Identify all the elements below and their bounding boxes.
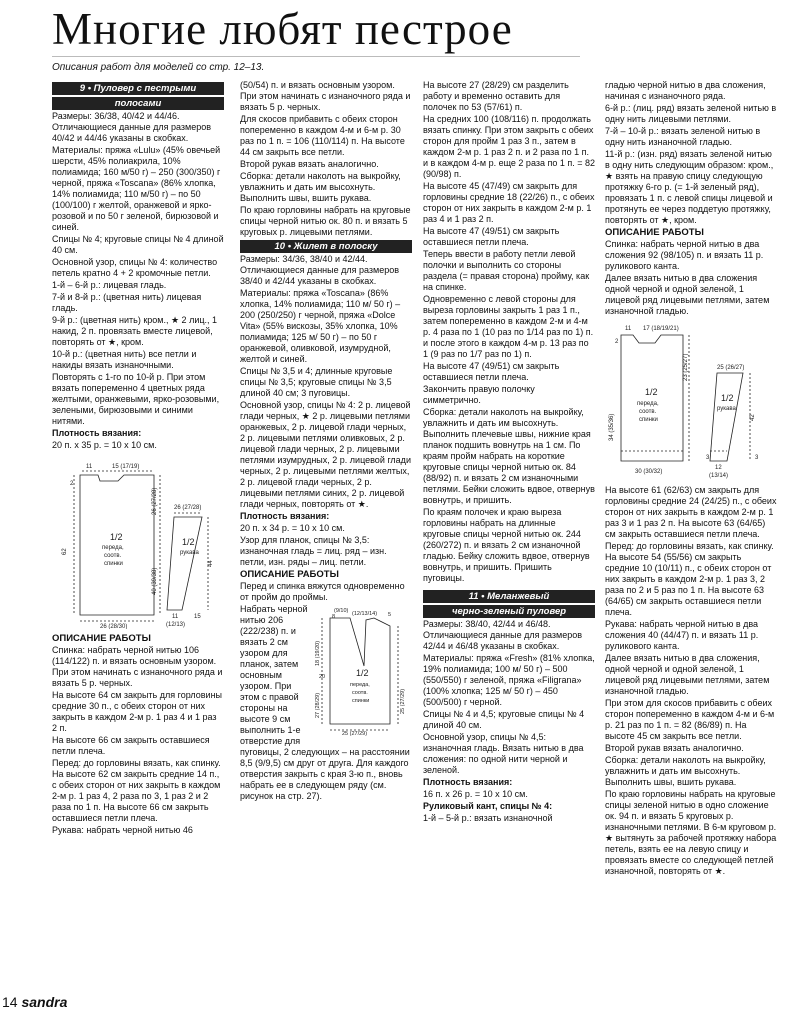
piece-label: 1/2 (110, 532, 123, 542)
piece-label: спинки (352, 698, 370, 704)
section-10-header: 10 • Жилет в полоску (240, 240, 412, 253)
sleeves-text: Второй рукав вязать аналогично. (240, 159, 379, 169)
dim-label: 15 (194, 614, 201, 620)
page-subtitle: Описания работ для моделей со стр. 12–13. (52, 62, 265, 73)
piece-label: рукава (180, 550, 199, 556)
dim-label: 40 (39/38) (152, 567, 158, 595)
dim-label: 27 (28/29) (315, 692, 321, 718)
band-pattern-text: Узор для планок, спицы № 3,5: изнаночная гладь = лиц. ряд – изн. петли, изн. ряды – лиц. петли. (240, 535, 387, 567)
row-text: 6-й р.: (лиц. ряд) вязать зеленой нитью в одну нить лицевыми петлями. (605, 103, 777, 124)
page-number: 14 (2, 994, 18, 1010)
pattern-text: Основной узор, спицы № 4: количество петель кратно 4 + 2 кромочные петли. (52, 257, 218, 278)
piece-label: соотв. (104, 553, 122, 559)
needles-text: Спицы № 3,5 и 4; длинные круговые спицы № 3,5; круговые спицы № 3,5 длиной 40 см; 3 пуговицы. (240, 366, 393, 398)
materials-text: Материалы: пряжа «Toscana» (86% хлопка, 14% полиамида; 110 м/ 50 г) – 200 (250/250) г черной, пряжа «Dolce Vita» (55% вискозы, 35% хлопка, 10% полиамида; 125 м/ 50 г) – по 50 г оранжевой, оливковой, изумрудной, желтой и синей. (240, 288, 401, 364)
dim-label: 12 (715, 465, 722, 471)
body-text: На высоте 27 (28/29) см разделить работу и временно оставить для полочек по 53 (57/61) п. (423, 80, 569, 112)
dim-label: (13/14) (709, 473, 729, 479)
section-11-header-line1: 11 • Меланжевый (423, 590, 595, 603)
dim-label: 30 (30/32) (635, 469, 663, 475)
back-text: Далее вязать нитью в два сложения одной черной и одной зеленой, 1 лицевой ряд лицевыми петлями, затем изнаночной гладью. (605, 273, 770, 316)
dim-label: 42 (750, 414, 756, 421)
neckline-text: По краю горловины набрать на круговые спицы зеленой нитью в одно сложение ок. 94 п. и вязать 5 круговых р. изнаночными петлями. В 6-м круговом р. ★ вытянуть за рабочей протяжку набора петель, взять ее на левую спицу и провязать вместе со следующей петлей изнаночной, повторять от ★. (605, 789, 777, 876)
front-text: Перед: до горловины вязать, как спинку. На высоте 62 см закрыть средние 14 п., с обеих сторон от них закрыть в каждом 2-м р. 1 раз 4, 2 раза по 3, 1 раз 2 и 2 раза по 1 п. На высоте 66 см закрыть оставшиеся петли плеча. (52, 758, 221, 823)
left-front-text: Теперь ввести в работу петли левой полочки и выполнить со стороны разделa (= правая сторона) пройму, как на спинке. (423, 249, 590, 292)
sleeve-outline (167, 517, 202, 610)
neckline-text: По краю горловины набрать на круговые спицы черной нитью ок. 80 п. и вязать 5 круговых р. лицевыми петлями. (240, 205, 411, 237)
gauge-value: 20 п. x 35 р. = 10 x 10 см. (52, 440, 157, 450)
piece-label: 1/2 (645, 387, 658, 397)
piece-label: спинки (639, 417, 658, 423)
sleeve-outline (710, 373, 743, 461)
dim-label: 18 (19/20) (315, 640, 321, 666)
dim-label: 15 (17/19) (112, 464, 140, 470)
gauge-label: Плотность вязания: (52, 428, 142, 438)
row-text: 1-й – 6-й р.: лицевая гладь. (52, 280, 167, 290)
piece-label: соотв. (352, 690, 368, 696)
back-front-outline (621, 335, 683, 461)
piece-label: 1/2 (182, 537, 195, 547)
pattern-diagram-10 (312, 606, 412, 736)
left-front-text: Одновременно с левой стороны для выреза горловины закрыть 1 раз 1 п., затем попеременно в каждом 2-м и 4-м р. 4 раза по 1 (10 раз по 1/14 раз по 1) п. и после этого в каждом 4-м р. 13 раз по 1 (9 раз по 1/7 раз по 1) п. (423, 294, 594, 359)
front-text: Перед: до горловины вязать, как спинку. На высоте 54 (55/56) см закрыть средние 10 (10/11) п., с обеих сторон от них закрыть в каждом 2-м р. 1 раз 3, 2 раза по 2 и 5 раз по 1 п. На высоте 63 (64/65) см закрыть оставшиеся петли плеча. (605, 541, 774, 617)
dim-label: 25 (27/29) (400, 688, 406, 714)
dim-label: 44 (208, 560, 214, 567)
pattern-text: Основной узор, спицы № 4,5: изнаночная гладь. Вязать нитью в два сложения: по одной нити черной и зеленой. (423, 732, 584, 775)
dim-label: 17 (18/19/21) (643, 326, 679, 332)
description-heading: ОПИСАНИЕ РАБОТЫ (52, 633, 151, 644)
left-front-text: На высоте 47 (49/51) см закрыть оставшиеся петли плеча. (423, 361, 560, 382)
sizes-text: Размеры: 38/40, 42/44 и 46/48. Отличающиеся данные для размеров 42/44 и 46/48 указаны в скобках. (423, 619, 583, 651)
dim-label: 20 (319, 674, 326, 680)
assembly-text: По краям полочек и краю выреза горловины набрать на длинные круговые спицы черной нитью ок. 244 (260/272) п. и вязать 2 см изнаночной гладью. Бейку сложить вдвое, отвернув вовнутрь, и пришить. Пришить пуговицы. (423, 507, 590, 583)
dim-label: 11 (172, 614, 179, 620)
piece-label: переда, (102, 545, 124, 551)
piece-label: рукава (717, 406, 736, 412)
needles-text: Спицы № 4; круговые спицы № 4 длиной 40 см. (52, 234, 224, 255)
back-text: Спинка: набрать черной нитью в два сложения 92 (98/105) п. и вязать 11 р. руликового канта. (605, 239, 764, 271)
sleeves-text: Для скосов прибавить с обеих сторон попеременно в каждом 4-м и 6-м р. 30 раз по 1 п. = 106 (110/114) п. На высоте 44 см закрыть все петли. (240, 114, 405, 157)
dim-label: 11 (86, 464, 93, 470)
magazine-brand: sandra (21, 994, 68, 1010)
piece-label: 1/2 (356, 668, 369, 678)
dim-label: 3 (755, 455, 759, 461)
dim-label: 23 (25/27) (683, 353, 689, 381)
sizes-text: Размеры: 36/38, 40/42 и 44/46. Отличающиеся данные для размеров 40/42 и 44/46 указаны в скобках. (52, 111, 212, 143)
back-text: На высоте 64 см закрыть для горловины средние 30 п., с обеих сторон от них закрыть в каждом 2-м р. 1 раз 4 и 1 раз 2 п. (52, 690, 223, 733)
dim-label: 5 (388, 612, 392, 618)
dim-label: 25 (27/29) (342, 731, 368, 736)
title-rule (52, 56, 580, 57)
section-11-header-line2: черно-зеленый пуловер (423, 605, 595, 618)
piece-label: 1/2 (721, 393, 734, 403)
sleeves-text: Рукава: набрать черной нитью в два сложения 40 (44/47) п. и вязать 11 р. руликового канта. (605, 619, 759, 651)
gauge-label: Плотность вязания: (240, 511, 330, 521)
dim-label: 3 (706, 455, 710, 461)
piece-label: соотв. (639, 409, 657, 415)
sleeves-text: Второй рукав вязать аналогично. (605, 743, 744, 753)
back-text: Спинка: набрать черной нитью 106 (114/122) п. и вязать основным узором. При этом начинать с изнаночного ряда и вязать 5 р. черных. (52, 645, 223, 688)
back-text: На высоте 47 (49/51) см закрыть оставшиеся петли плеча. (423, 226, 560, 247)
pattern-text: Основной узор, спицы № 4: 2 р. лицевой глади черных, ★ 2 р. лицевыми петлями оранжевых, 2 р. лицевой глади черных, 2 р. лицевыми петлями оливковых, 2 р. лицевой глади черных, 2 р. лицевыми петлями изумрудных, 2 р. лицевой глади черных, 2 р. лицевыми петлями желтых, 2 р. лицевой глади черных, 2 р. лицевыми петлями синих, 2 р. лицевой глади черных, повторять от ★. (240, 400, 411, 509)
repeat-text: Повторять с 1-го по 10-й р. При этом вязать попеременно 4 цветных ряда желтыми, оранжевыми, ярко-розовыми, зелеными, бирюзовыми и синими нитями. (52, 372, 220, 426)
row-text: 7-й – 10-й р.: вязать зеленой нитью в одну нить изнаночной гладью. (605, 126, 761, 147)
dim-label: 11 (625, 326, 632, 332)
row-text: 7-й и 8-й р.: (цветная нить) лицевая гладь. (52, 292, 202, 313)
piece-label: спинки (104, 561, 123, 567)
sizes-text: Размеры: 34/36, 38/40 и 42/44. Отличающиеся данные для размеров 38/40 и 42/44 указаны в скобках. (240, 254, 400, 286)
page-title: Многие любят пестрое (52, 4, 513, 54)
sleeves-text: Рукава: набрать черной нитью 46 (52, 825, 193, 835)
back-text: На средних 100 (108/116) п. продолжать вязать спинку. При этом закрыть с обеих сторон для пройм 1 раз 3 п., затем в каждом 2-м р. 1 раз 2 п. и 2 раза по 1 п. и в каждом 4-м р. еще 2 раза по 1 п. = 82 (90/98) п. (423, 114, 595, 179)
dim-label: 26 (27/28) (152, 487, 158, 515)
gauge-value: 20 п. x 34 р. = 10 x 10 см. (240, 523, 345, 533)
column-2 (240, 80, 412, 992)
gauge-value: 16 п. x 26 р. = 10 x 10 см. (423, 789, 528, 799)
column-4 (605, 80, 777, 992)
dim-label: 2 (70, 481, 74, 487)
intro-text: Перед и спинка вяжутся одновременно от пройм до проймы. (240, 581, 405, 602)
right-front-text: Закончить правую полочку симметрично. (423, 384, 535, 405)
dim-label: 34 (35/36) (609, 413, 615, 441)
assembly-text: Сборка: детали наколоть на выкройку, увлажнить и дать им высохнуть. Выполнить плечевые швы, нижние края планок подшить вовнутрь на 1 см. По краям пройм набрать на короткие круговые спицы черной нитью ок. 84 (88/92) п. и вязать 2 см изнаночными петлями. Бейки сложить вдвое, отвернув вовнутрь, и пришить. (423, 407, 595, 505)
dim-label: 25 (26/27) (717, 365, 745, 371)
row-text: 1-й – 5-й р.: вязать изнаночной (423, 813, 553, 823)
assembly-text: Сборка: детали наколоть на выкройку, увлажнить и дать им высохнуть. Выполнить швы, вшить рукава. (240, 171, 401, 203)
sleeves-text: (50/54) п. и вязать основным узором. При этом начинать с изнаночного ряда и вязать 5 р. черных. (240, 80, 411, 112)
section-9-header-line1: 9 • Пуловер с пестрыми (52, 82, 224, 95)
materials-text: Материалы: пряжа «Fresh» (81% хлопка, 19% полиамида; 100 м/ 50 г) – 500 (550/550) г зеленой, пряжа «Filigrana» (100% хлопка; 125 м/ 50 г) – 450 (500/500) г черной. (423, 653, 595, 707)
dim-label: 8 (332, 614, 336, 620)
back-text: На высоте 61 (62/63) см закрыть для горловины средние 24 (24/25) п., с обеих сторон от них закрыть в каждом 2-м р. 1 раз 3 и 1 раз 2 п. На высоте 63 (64/65) см закрыть оставшиеся петли плеча. (605, 485, 777, 539)
back-text: На высоте 66 см закрыть оставшиеся петли плеча. (52, 735, 210, 756)
dim-label: 2 (615, 339, 619, 345)
pattern-diagram-9 (52, 455, 224, 629)
column-1 (52, 80, 224, 992)
dim-label: (12/13) (166, 622, 186, 628)
dim-label: 26 (27/28) (174, 505, 202, 511)
column-3 (423, 80, 595, 992)
piece-label: переда, (350, 682, 370, 688)
sleeves-text: При этом для скосов прибавить с обеих сторон попеременно в каждом 4-м и 6-м р. 21 раз по 1 п. = 82 (86/89) п. На высоте 45 см закрыть все петли. (605, 698, 775, 741)
dim-label: 62 (62, 548, 68, 555)
row-text: 11-й р.: (изн. ряд) вязать зеленой нитью в одну нить следующим образом: кром., ★ взять на правую спицу следующую протяжку 6-го р. (= 1-й зеленый ряд), провязать 1 п. с левой спицы лицевой и протянуть ее через поддетую протяжку, повторять от ★, кром. (605, 149, 774, 225)
sleeves-text: Далее вязать нитью в два сложения, одной черной и одной зеленой, 1 лицевой ряд лицевыми петлями, затем изнаночной гладью. (605, 653, 770, 696)
pattern-diagram-11 (605, 321, 777, 481)
front-back-text: Набрать черной нитью 206 (222/238) п. и вязать 2 см узором для планок, затем основным узором. При этом с правой стороны на высоте 9 см выполнить 1-е отверстие для пуговицы, 2 следующих – на расстоянии 8,5 (9/9,5) см друг от друга. Для каждого отверстия закрыть с края 3-ю п., вновь набрать ее в следующем ряду (см. рисунок на стр. 27). (240, 604, 410, 801)
gauge-label: Плотность вязания: (423, 777, 513, 787)
materials-text: Материалы: пряжа «Lulu» (45% овечьей шерсти, 45% полиакрила, 10% полиамида; 160 м/50 г) – 250 (300/350) г черной, пряжа «Toscana» (86% хлопка, 14% полиамида; 110 м/50 г) – по 50 (100/100) г желтой, оранжевой и ярко-розовой и по 50 г зеленой, бирюзовой и синей. (52, 145, 221, 232)
piece-label: переда, (637, 401, 659, 407)
dim-label: (12/13/14) (352, 611, 378, 617)
description-heading: ОПИСАНИЕ РАБОТЫ (605, 227, 704, 238)
row-text: 10-й р.: (цветная нить) все петли и накиды вязать изнаночными. (52, 349, 197, 370)
row-text: 9-й р.: (цветная нить) кром., ★ 2 лиц., 1 накид, 2 п. провязать вместе лицевой, повторять от ★, кром. (52, 315, 218, 347)
description-heading: ОПИСАНИЕ РАБОТЫ (240, 569, 339, 580)
needles-text: Спицы № 4 и 4,5; круговые спицы № 4 длиной 40 см. (423, 709, 585, 730)
page-footer (2, 994, 67, 1010)
dim-label: 26 (28/30) (100, 624, 128, 629)
back-text: На высоте 45 (47/49) см закрыть для горловины средние 18 (22/26) п., с обеих сторон от них закрыть в каждом 2-м р. 1 раз 4 и 1 раз 2 п. (423, 181, 595, 224)
section-9-header-line2: полосами (52, 97, 224, 110)
assembly-text: Сборка: детали наколоть на выкройку, увлажнить и дать им высохнуть. Выполнить швы, вшить рукава. (605, 755, 766, 787)
rolled-edge-label: Руликовый кант, спицы № 4: (423, 801, 553, 811)
dim-label: (9/10) (334, 608, 349, 614)
row-text: гладью черной нитью в два сложения, начиная с изнаночного ряда. (605, 80, 766, 101)
